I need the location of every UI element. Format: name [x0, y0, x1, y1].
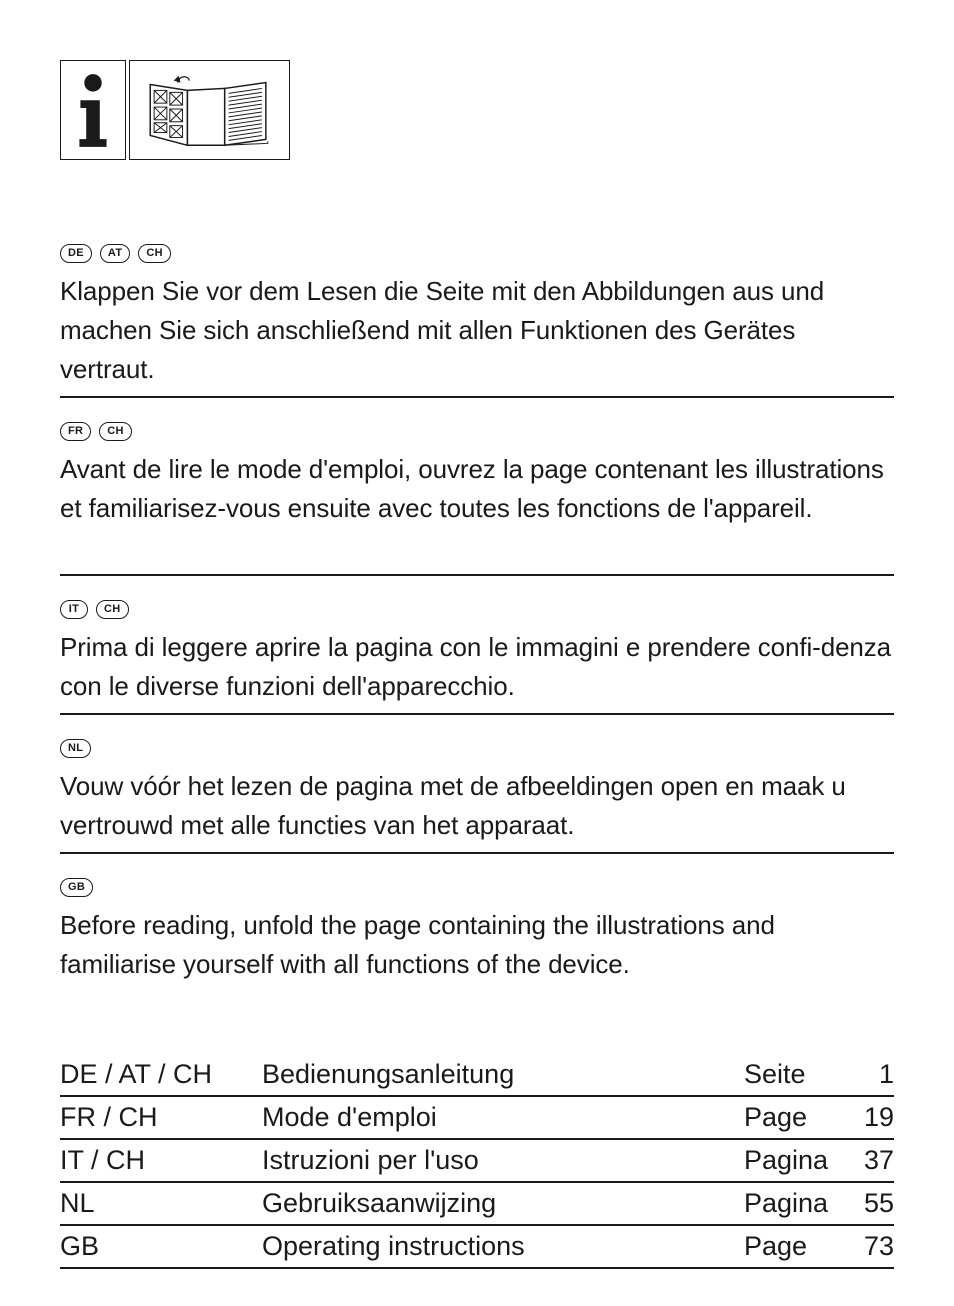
toc-language: FR / CH — [60, 1102, 158, 1132]
toc-page-word: Page — [744, 1102, 808, 1132]
section-it — [60, 598, 894, 706]
toc-row — [60, 1097, 894, 1140]
section-text: Avant de lire le mode d'emploi, ouvrez la page contenant les illustrations et familiarisez-vous ensuite avec toutes les fonctions de l'appareil. — [60, 454, 884, 523]
toc-row — [60, 1226, 894, 1269]
toc-language: DE / AT / CH — [60, 1059, 213, 1089]
language-badges — [60, 598, 894, 620]
toc-title: Mode d'emploi — [262, 1102, 437, 1132]
fold-out-page-icon-box — [129, 60, 290, 160]
badge-fr: FR — [60, 422, 91, 441]
badge-gb: GB — [60, 878, 93, 897]
badge-ch: CH — [99, 422, 132, 441]
toc-title: Operating instructions — [262, 1231, 525, 1261]
section-text: Vouw vóór het lezen de pagina met de afbeeldingen open en maak u vertrouwd met alle functies van het apparaat. — [60, 771, 846, 840]
toc-language: IT / CH — [60, 1145, 146, 1175]
toc-page-number: 1 — [878, 1059, 894, 1089]
toc-row — [60, 1183, 894, 1226]
toc-title: Istruzioni per l'uso — [262, 1145, 479, 1175]
toc-page-number: 73 — [863, 1231, 894, 1261]
badge-de: DE — [60, 244, 92, 263]
divider — [60, 713, 894, 715]
badge-it: IT — [60, 600, 88, 619]
toc-page-number: 19 — [863, 1102, 894, 1132]
language-badges — [60, 876, 894, 898]
toc-title: Bedienungsanleitung — [262, 1059, 515, 1089]
toc-page-number: 55 — [863, 1188, 894, 1218]
language-badges — [60, 242, 894, 264]
toc-page-word: Pagina — [744, 1188, 829, 1218]
toc-page-word: Pagina — [744, 1145, 829, 1175]
section-fr — [60, 420, 894, 528]
badge-ch: CH — [138, 244, 171, 263]
toc-row — [60, 1140, 894, 1183]
section-nl — [60, 737, 894, 845]
info-icon — [61, 61, 125, 159]
section-text: Prima di leggere aprire la pagina con le immagini e prendere confi-denza con le diverse funzioni dell'apparecchio. — [60, 632, 892, 701]
language-badges — [60, 737, 894, 759]
badge-nl: NL — [60, 739, 91, 758]
toc-page-word: Page — [744, 1231, 808, 1261]
divider — [60, 852, 894, 854]
toc-title: Gebruiksaanwijzing — [262, 1188, 497, 1218]
toc-language: NL — [60, 1188, 95, 1218]
divider — [60, 396, 894, 398]
section-text: Before reading, unfold the page containing the illustrations and familiarise yourself with all functions of the device. — [60, 910, 775, 979]
toc-row — [60, 1054, 894, 1097]
badge-at: AT — [100, 244, 130, 263]
toc-page-word: Seite — [744, 1059, 806, 1089]
info-icon-box — [60, 60, 126, 160]
fold-out-page-icon — [130, 61, 289, 159]
section-text: Klappen Sie vor dem Lesen die Seite mit den Abbildungen aus und machen Sie sich anschließend mit allen Funktionen des Gerätes vertraut. — [60, 276, 825, 384]
section-gb — [60, 876, 894, 984]
toc-page-number: 37 — [863, 1145, 894, 1175]
table-of-contents — [60, 1054, 894, 1269]
section-de — [60, 242, 894, 389]
divider — [60, 574, 894, 576]
toc-language: GB — [60, 1231, 100, 1261]
language-badges — [60, 420, 894, 442]
badge-ch: CH — [96, 600, 129, 619]
